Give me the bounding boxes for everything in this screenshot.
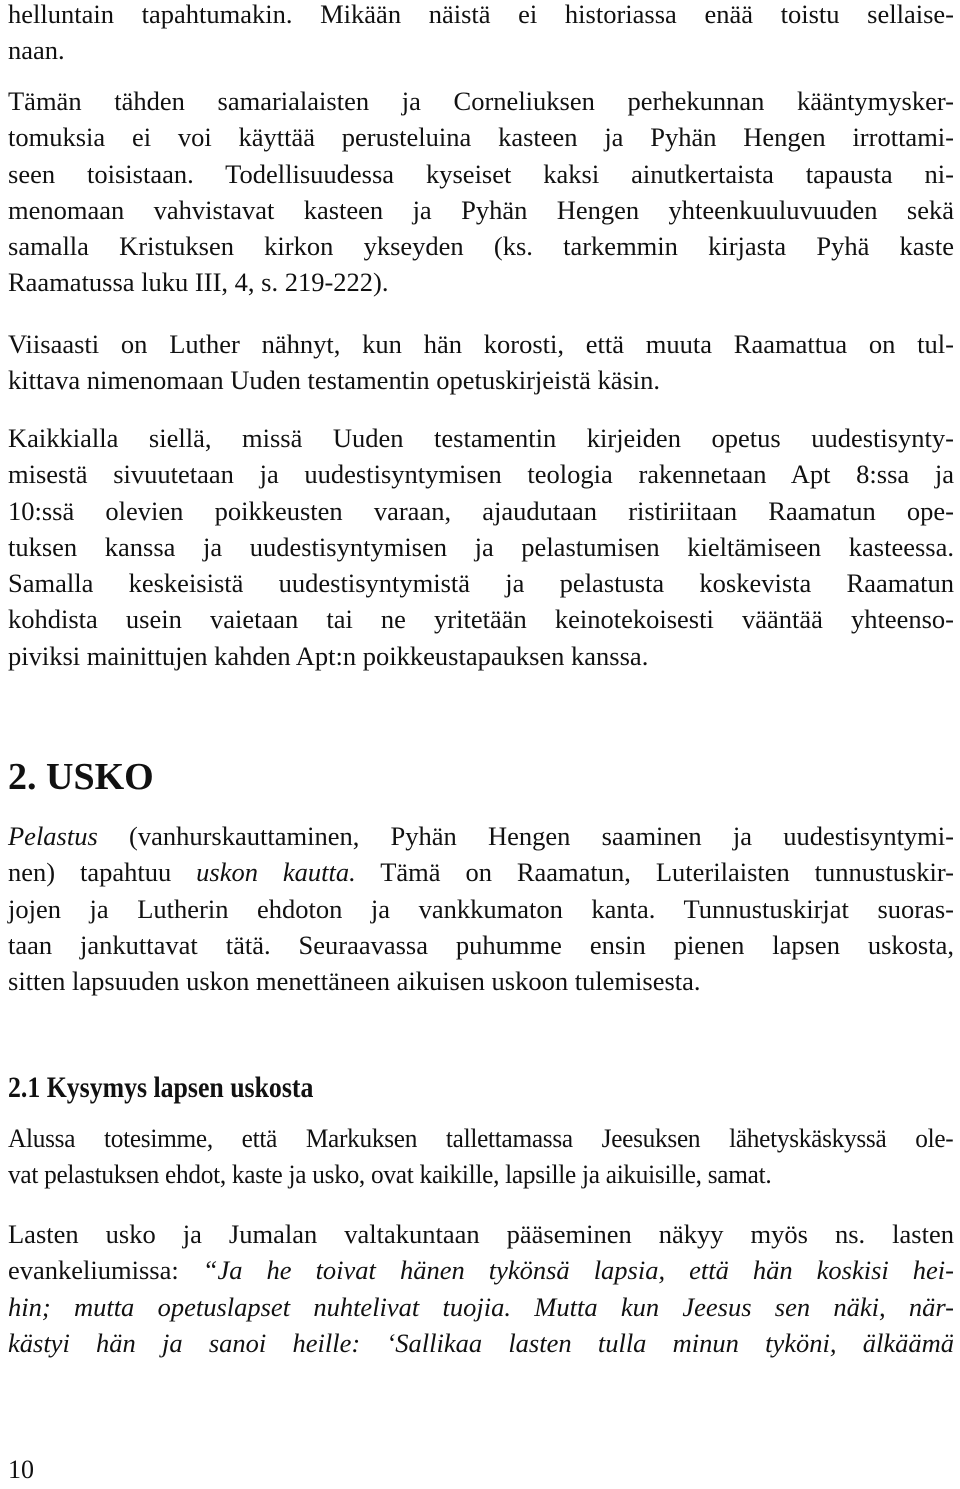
text-line: Tämän tähden samarialaisten ja Corneliuksen perhekunnan kääntymysker- (8, 86, 954, 116)
paragraph-1 (8, 0, 954, 69)
subsection-heading-lapsen-usko: 2.1 Kysymys lapsen uskosta (8, 1071, 314, 1104)
quotation-italic: “Ja he toivat hänen tykönsä lapsia, että hän koskisi hei- (202, 1255, 954, 1286)
text-run: evankeliumissa: (8, 1255, 203, 1286)
text-line: kittava nimenomaan Uuden testamentin opetuskirjeistä käsin. (8, 365, 661, 396)
text-line (8, 1325, 954, 1361)
text-line: vat pelastuksen ehdot, kaste ja usko, ovat kaikille, lapsille ja aikuisille, samat. (8, 1159, 772, 1190)
text-line: seen toisistaan. Todellisuudessa kyseiset kaksi ainutkertaista tapausta ni- (8, 158, 954, 189)
quotation-italic: kästyi hän ja sanoi heille: ‘Sallikaa lasten tulla minun tyköni, älkäämä (8, 1327, 954, 1358)
section-2-paragraph (8, 818, 954, 999)
text-line: Kaikkialla siellä, missä Uuden testamentin kirjeiden opetus uudestisynty- (8, 423, 954, 453)
text-line: Samalla keskeisistä uudestisyntymistä ja pelastusta koskevista Raamatun (8, 568, 954, 599)
text-run: Tämä on Raamatun, Luterilaisten tunnustuskir- (355, 857, 955, 888)
text-line: tomuksia ei voi käyttää perusteluina kasteen ja Pyhän Hengen irrottami- (8, 122, 954, 153)
text-run: nen) tapahtuu (8, 857, 197, 888)
text-line: naan. (8, 35, 65, 66)
text-line: Raamatussa luku III, 4, s. 219-222). (8, 267, 389, 298)
text-line (8, 854, 954, 890)
text-line: taan jankuttavat tätä. Seuraavassa puhumme ensin pienen lapsen uskosta, (8, 929, 954, 960)
paragraph-3 (8, 326, 954, 399)
section-2-1-paragraph-2 (8, 1216, 954, 1361)
text-line: sitten lapsuuden uskon menettäneen aikuisen uskoon tulemisesta. (8, 966, 701, 997)
paragraph-4 (8, 420, 954, 674)
text-line: tuksen kanssa ja uudestisyntymisen ja pelastumisen kieltämiseen kasteessa. (8, 531, 954, 562)
italic-term: uskon kautta. (196, 857, 356, 888)
text-line: menomaan vahvistavat kasteen ja Pyhän Hengen yhteenkuuluvuuden sekä (8, 194, 954, 225)
text-line: samalla Kristuksen kirkon ykseyden (ks. tarkemmin kirjasta Pyhä kaste (8, 231, 954, 262)
section-heading-usko: 2. USKO (8, 756, 154, 798)
quotation-italic: hin; mutta opetuslapset nuhtelivat tuojia. Mutta kun Jeesus sen näki, när- (8, 1291, 954, 1322)
italic-term: Pelastus (8, 821, 98, 851)
paragraph-2 (8, 83, 954, 301)
text-line: piviksi mainittujen kahden Apt:n poikkeustapauksen kanssa. (8, 640, 649, 671)
text-line (8, 1252, 954, 1288)
text-line: Viisaasti on Luther nähnyt, kun hän korosti, että muuta Raamattua on tul- (8, 329, 954, 359)
text-line: misestä sivuutetaan ja uudestisyntymisen teologia rakennetaan Apt 8:ssa ja (8, 459, 954, 490)
text-line: Alussa totesimme, että Markuksen tallettamassa Jeesuksen lähetyskäskyssä ole- (8, 1123, 954, 1153)
text-line: jojen ja Lutherin ehdoton ja vankkumaton kanta. Tunnustuskirjat suoras- (8, 893, 954, 924)
text-line: Lasten usko ja Jumalan valtakuntaan pääseminen näkyy myös ns. lasten (8, 1219, 954, 1249)
page-number: 10 (8, 1455, 34, 1484)
text-run: (vanhurskauttaminen, Pyhän Hengen saaminen ja uudestisyntymi- (97, 821, 954, 851)
text-line: 10:ssä olevien poikkeusten varaan, ajaudutaan ristiriitaan Raamatun ope- (8, 495, 954, 526)
text-line (8, 1289, 954, 1325)
text-line (8, 818, 954, 854)
text-line: helluntain tapahtumakin. Mikään näistä ei historiassa enää toistu sellaise- (8, 0, 954, 29)
text-line: kohdista usein vaietaan tai ne yritetään keinotekoisesti vääntää yhteenso- (8, 604, 954, 635)
section-2-1-paragraph-1 (8, 1120, 954, 1193)
